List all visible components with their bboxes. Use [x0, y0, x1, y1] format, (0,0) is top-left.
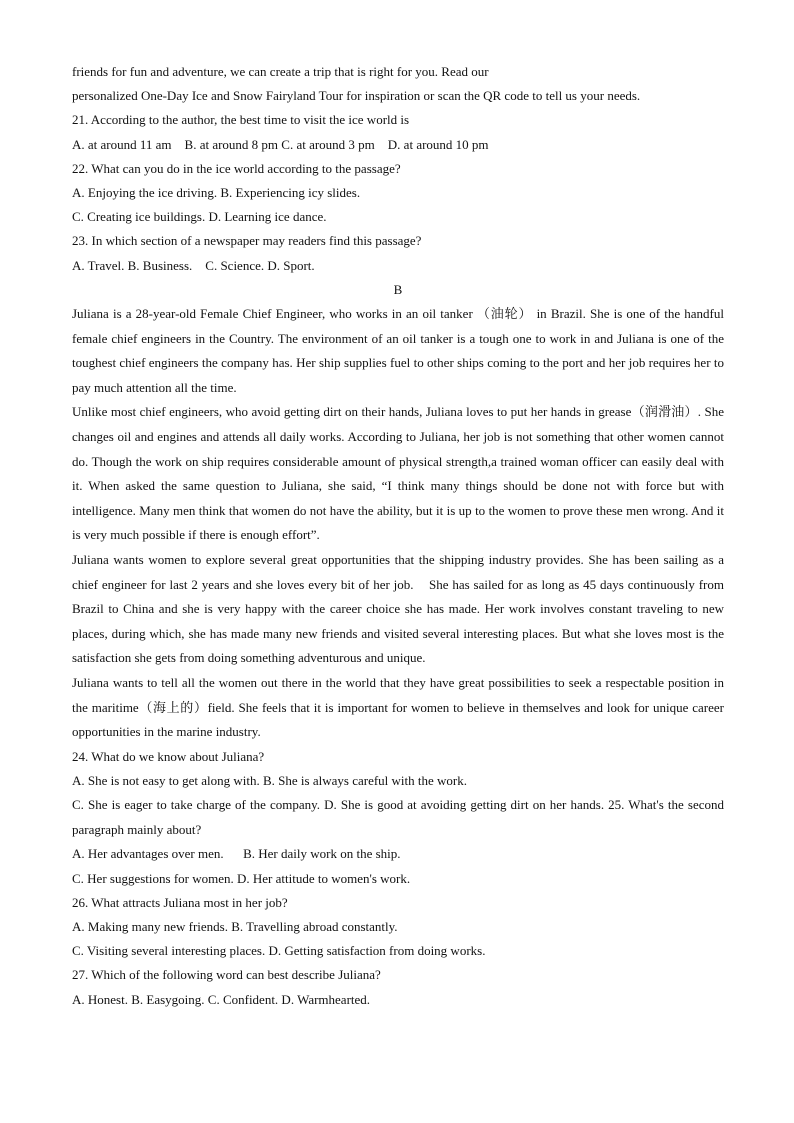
document-page	[72, 60, 728, 1012]
passage-paragraph: Unlike most chief engineers, who avoid getting dirt on their hands, Juliana loves to put her hands in grease（润滑油）. She changes oil and engines and attends all daily works. According to Juliana, her job is not something that other women cannot do. Though the work on ship requires considerable amount of physical strength,a trained woman officer can easily deal with it. When asked the same question to Juliana, she said, “I think many things should be done not with force but with intelligence. Many men think that women do not have the ability, but it is up to the women to prove these men wrong. And it is very much possible if there is enough effort”.	[72, 404, 724, 543]
passage-paragraph: Juliana wants to tell all the women out there in the world that they have great possibilities to seek a respectable position in the maritime（海上的）field. She feels that it is important for women to believe in themselves and look for unique career opportunities in the marine industry.	[72, 674, 724, 740]
passage-paragraph: Juliana is a 28-year-old Female Chief Engineer, who works in an oil tanker （油轮） in Brazil. She is one of the handful female chief engineers in the Country. The environment of an oil tanker is a tough one to work in and Juliana is one of the toughest chief engineers the company has. Her ship supplies fuel to other ships coming to the port and her job requires her to pay much attention all the time.	[72, 306, 724, 395]
question-22-options-ab: A. Enjoying the ice driving. B. Experiencing icy slides.	[72, 185, 361, 201]
question-24-options-ab: A. She is not easy to get along with. B. She is always careful with the work.	[72, 772, 467, 788]
question-26-options-ab: A. Making many new friends. B. Travelling abroad constantly.	[72, 918, 398, 934]
section-heading: B	[393, 281, 403, 297]
question-24-options-cd-question-25-stem: C. She is eager to take charge of the company. D. She is good at avoiding getting dirt on her hands. 25. What's the second paragraph mainly about?	[72, 797, 724, 837]
question-24-stem: 24. What do we know about Juliana?	[72, 748, 265, 764]
question-21-stem: 21. According to the author, the best time to visit the ice world is	[72, 112, 410, 128]
question-27-options: A. Honest. B. Easygoing. C. Confident. D. Warmhearted.	[72, 991, 371, 1007]
question-23-options: A. Travel. B. Business. C. Science. D. Sport.	[72, 257, 315, 273]
question-26-options-cd: C. Visiting several interesting places. D. Getting satisfaction from doing works.	[72, 943, 486, 959]
question-25-options-cd: C. Her suggestions for women. D. Her attitude to women's work.	[72, 870, 411, 886]
intro-line-1: friends for fun and adventure, we can create a trip that is right for you. Read our	[72, 64, 489, 79]
question-23-stem: 23. In which section of a newspaper may readers find this passage?	[72, 233, 422, 249]
question-26-stem: 26. What attracts Juliana most in her job?	[72, 894, 288, 910]
question-27-stem: 27. Which of the following word can best describe Juliana?	[72, 967, 381, 983]
question-21-options: A. at around 11 am B. at around 8 pm C. at around 3 pm D. at around 10 pm	[72, 136, 489, 152]
question-22-stem: 22. What can you do in the ice world according to the passage?	[72, 160, 401, 176]
question-25-options-ab: A. Her advantages over men. B. Her daily work on the ship.	[72, 846, 401, 862]
question-22-options-cd: C. Creating ice buildings. D. Learning ice dance.	[72, 209, 327, 225]
passage-paragraph: Juliana wants women to explore several great opportunities that the shipping industry provides. She has been sailing as a chief engineer for last 2 years and she loves every bit of her job. She has sailed for as long as 45 days continuously from Brazil to China and she is very happy with the career choice she has made. Her work involves constant traveling to new places, during which, she has made many new friends and visited several interesting places. But what she loves most is the satisfaction she gets from doing something adventurous and unique.	[72, 551, 728, 666]
intro-line-2: personalized One-Day Ice and Snow Fairyland Tour for inspiration or scan the QR code to tell us your needs.	[72, 88, 641, 104]
